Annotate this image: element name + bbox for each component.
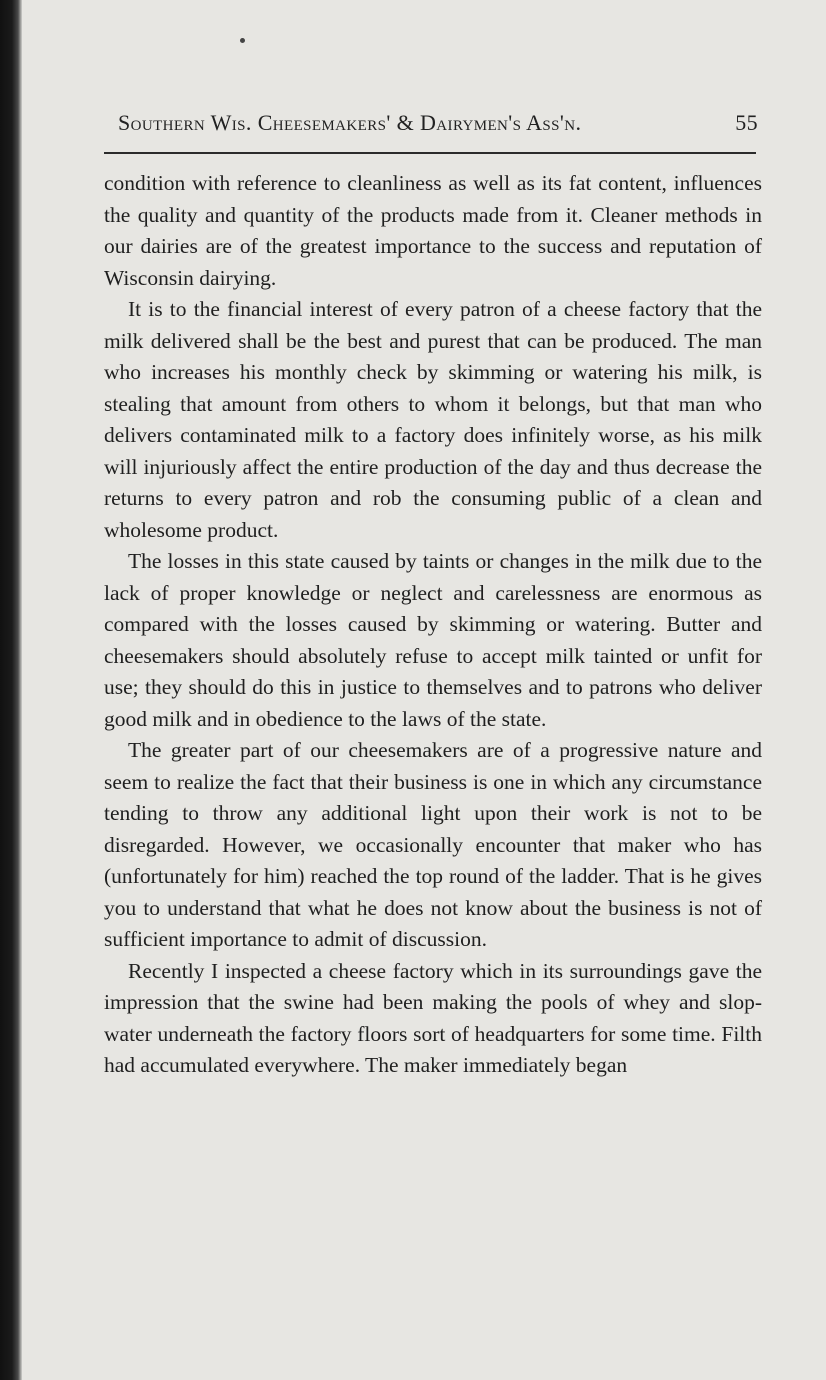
header-rule [104, 152, 756, 154]
paragraph-continued: condition with reference to cleanliness as well as its fat content, influences the quality and quantity of the products made from it. Cleaner methods in our dairies are of the greatest importance to the success and reputation of Wisconsin dairying. [104, 171, 762, 290]
paragraph-inspection: Recently I inspected a cheese factory which in its surroundings gave the impression that the swine had been making the pools of whey and slop-water underneath the factory floors sort of headquarters for some time. Filth had accumulated everywhere. The maker immediately began [104, 958, 762, 1077]
running-head-title: Southern Wis. Cheesemakers' & Dairymen's Ass'n. [118, 110, 582, 135]
page-number: 55 [735, 110, 758, 135]
body-text [104, 168, 762, 1082]
paragraph-financial-interest: It is to the financial interest of every patron of a cheese factory that the milk delivered shall be the best and purest that can be produced. The man who increases his monthly check by skimming or watering his milk, is stealing that amount from others to whom it belongs, but that man who delivers contaminated milk to a factory does infinitely worse, as his milk will injuriously affect the entire production of the day and thus decrease the returns to every patron and rob the consuming public of a clean and wholesome product. [104, 297, 762, 542]
ink-speck [240, 38, 245, 43]
paragraph-losses: The losses in this state caused by taints or changes in the milk due to the lack of proper knowledge or neglect and carelessness are enormous as compared with the losses caused by skimming or watering. Butter and cheesemakers should absolutely refuse to accept milk tainted or unfit for use; they should do this in justice to themselves and to patrons who deliver good milk and in obedience to the laws of the state. [104, 549, 762, 731]
paragraph-cheesemakers: The greater part of our cheesemakers are of a progressive nature and seem to realize the fact that their business is one in which any circumstance tending to throw any additional light upon their work is not to be disregarded. However, we occasionally encounter that maker who has (unfortunately for him) reached the top round of the ladder. That is he gives you to understand that what he does not know about the business is not of sufficient importance to admit of discussion. [104, 738, 762, 951]
running-head [118, 110, 758, 144]
